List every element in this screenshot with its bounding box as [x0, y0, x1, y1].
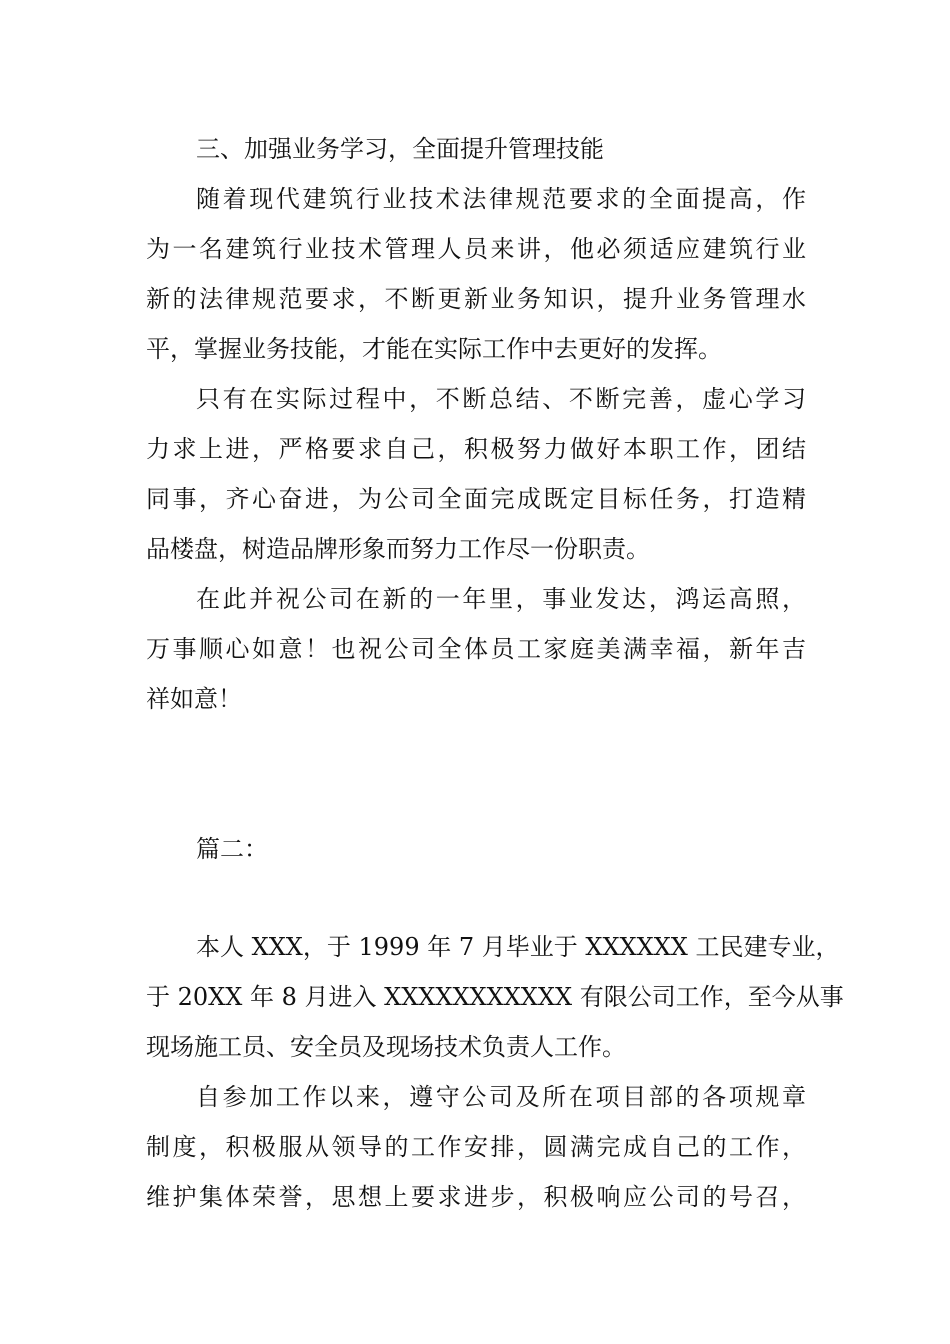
- paragraph-line: 制度，积极服从领导的工作安排，圆满完成自己的工作，: [146, 1133, 806, 1161]
- paragraph-line: 于 20XX 年 8 月进入 XXXXXXXXXXX 有限公司工作，至今从事: [146, 983, 844, 1011]
- paragraph-line: 品楼盘，树造品牌形象而努力工作尽一份职责。: [146, 535, 650, 563]
- part-heading: 篇二：: [196, 835, 268, 863]
- paragraph-line: 自参加工作以来，遵守公司及所在项目部的各项规章: [196, 1083, 806, 1111]
- paragraph-line: 现场施工员、安全员及现场技术负责人工作。: [146, 1033, 626, 1061]
- paragraph-line: 维护集体荣誉，思想上要求进步，积极响应公司的号召，: [146, 1183, 806, 1211]
- paragraph-line: 万事顺心如意！也祝公司全体员工家庭美满幸福，新年吉: [146, 635, 806, 663]
- section-heading: 三、加强业务学习，全面提升管理技能: [196, 135, 604, 163]
- paragraph-line: 祥如意！: [146, 685, 242, 713]
- paragraph-line: 随着现代建筑行业技术法律规范要求的全面提高，作: [196, 185, 806, 213]
- paragraph-line: 只有在实际过程中，不断总结、不断完善，虚心学习: [196, 385, 806, 413]
- paragraph-line: 为一名建筑行业技术管理人员来讲，他必须适应建筑行业: [146, 235, 806, 263]
- paragraph-line: 本人 XXX，于 1999 年 7 月毕业于 XXXXXX 工民建专业，: [196, 933, 840, 961]
- paragraph-line: 平，掌握业务技能，才能在实际工作中去更好的发挥。: [146, 335, 722, 363]
- paragraph-line: 同事，齐心奋进，为公司全面完成既定目标任务，打造精: [146, 485, 806, 513]
- paragraph-line: 在此并祝公司在新的一年里，事业发达，鸿运高照，: [196, 585, 806, 613]
- paragraph-line: 力求上进，严格要求自己，积极努力做好本职工作，团结: [146, 435, 806, 463]
- paragraph-line: 新的法律规范要求，不断更新业务知识，提升业务管理水: [146, 285, 806, 313]
